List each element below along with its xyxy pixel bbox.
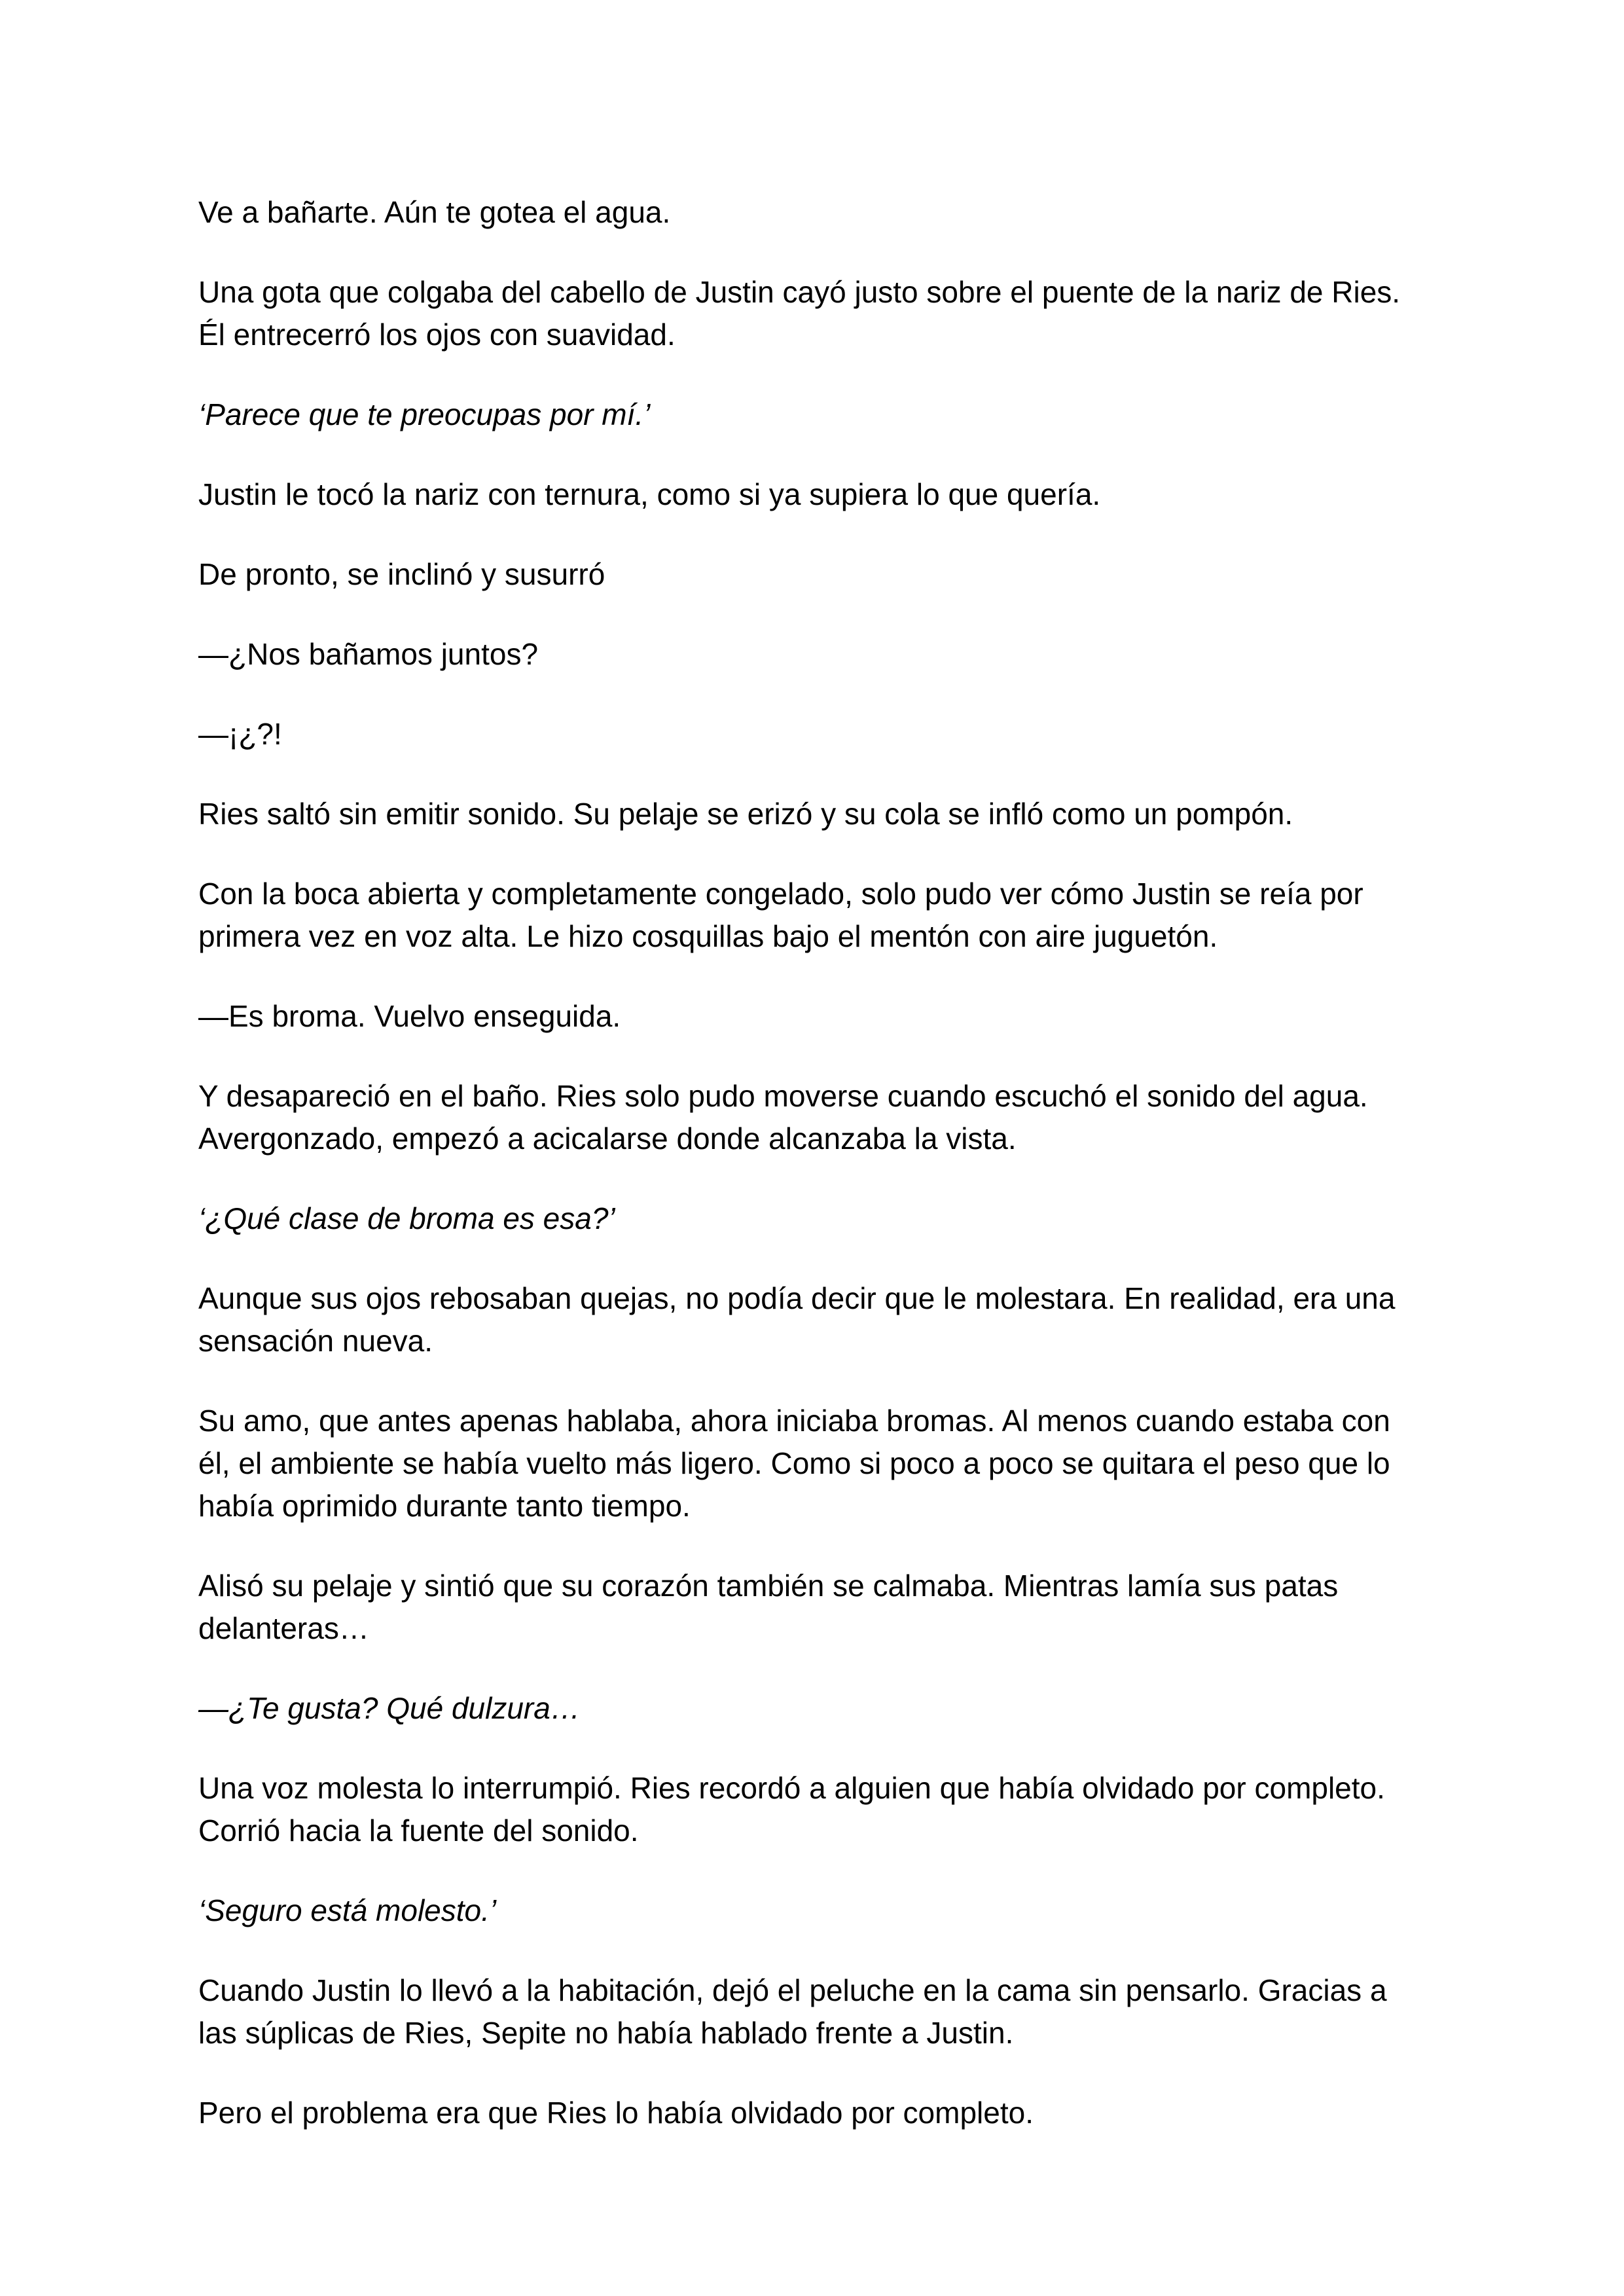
paragraph: Y desapareció en el baño. Ries solo pudo moverse cuando escuchó el sonido del agua. Avergonzado, empezó a acicalarse donde alcanzaba la vista. — [198, 1079, 1368, 1156]
paragraph: —Es broma. Vuelvo enseguida. — [198, 999, 621, 1033]
paragraph: Cuando Justin lo llevó a la habitación, dejó el peluche en la cama sin pensarlo. Gracias a las súplicas de Ries, Sepite no había hablado frente a Justin. — [198, 1973, 1387, 2050]
paragraph: Ries saltó sin emitir sonido. Su pelaje se erizó y su cola se infló como un pompón. — [198, 797, 1293, 831]
paragraph: ‘Seguro está molesto.’ — [198, 1893, 497, 1927]
paragraph: Alisó su pelaje y sintió que su corazón también se calmaba. Mientras lamía sus patas delanteras… — [198, 1569, 1339, 1645]
paragraph: —¿Te gusta? Qué dulzura… — [198, 1691, 581, 1725]
paragraph: Justin le tocó la nariz con ternura, como si ya supiera lo que quería. — [198, 477, 1101, 511]
paragraph: ‘¿Qué clase de broma es esa?’ — [198, 1201, 615, 1235]
paragraph: Con la boca abierta y completamente congelado, solo pudo ver cómo Justin se reía por primera vez en voz alta. Le hizo cosquillas bajo el mentón con aire juguetón. — [198, 877, 1363, 953]
paragraph: Aunque sus ojos rebosaban quejas, no podía decir que le molestara. En realidad, era una sensación nueva. — [198, 1281, 1396, 1358]
paragraph: De pronto, se inclinó y susurró — [198, 557, 605, 591]
paragraph: Pero el problema era que Ries lo había olvidado por completo. — [198, 2096, 1034, 2130]
paragraph: ‘Parece que te preocupas por mí.’ — [198, 397, 651, 431]
paragraph: —¿Nos bañamos juntos? — [198, 637, 539, 671]
paragraph: Su amo, que antes apenas hablaba, ahora iniciaba bromas. Al menos cuando estaba con él, el ambiente se había vuelto más ligero. Como si poco a poco se quitara el peso que lo había oprimido durante tanto tiempo. — [198, 1404, 1390, 1523]
paragraph: Ve a bañarte. Aún te gotea el agua. — [198, 195, 671, 229]
paragraph: —¡¿?! — [198, 717, 282, 751]
paragraph: Una gota que colgaba del cabello de Justin cayó justo sobre el puente de la nariz de Ries. Él entrecerró los ojos con suavidad. — [198, 275, 1401, 352]
document-body — [198, 191, 1426, 2134]
paragraph: Una voz molesta lo interrumpió. Ries recordó a alguien que había olvidado por completo. Corrió hacia la fuente del sonido. — [198, 1771, 1385, 1848]
